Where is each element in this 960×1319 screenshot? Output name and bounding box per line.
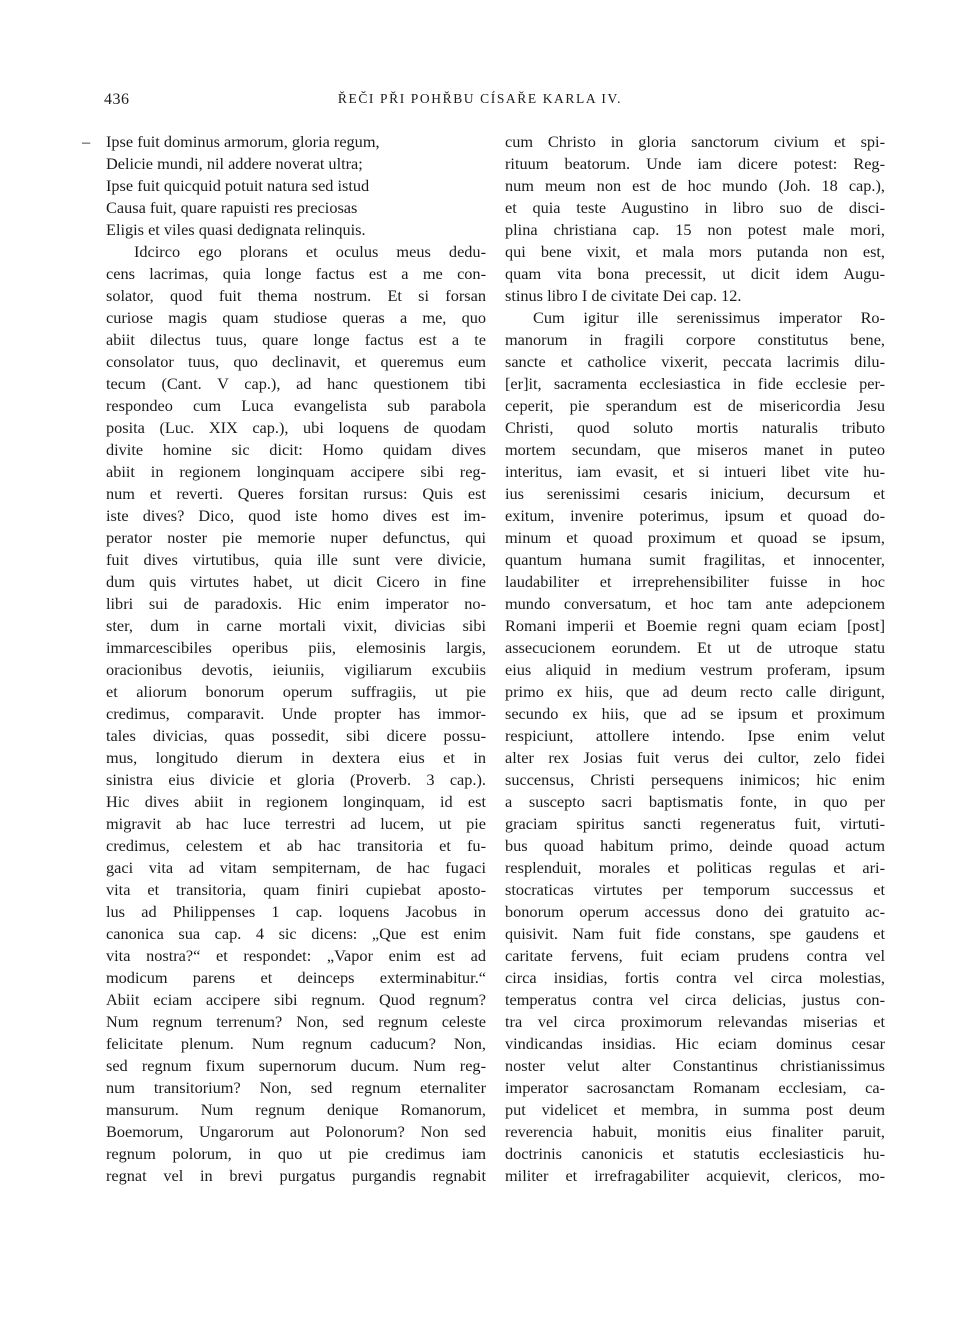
text-line: vindicandas insidias. Hic eciam dominus cesar — [505, 1034, 885, 1053]
text-line: credimus, celestem et ab hac transitoria et fu- — [106, 836, 486, 855]
text-line: Num regnum terrenum? Non, sed regnum celeste — [106, 1012, 486, 1031]
text-line: mortem secundam, que miseros manet in puteo — [505, 440, 885, 459]
text-line: imperator sacrosanctam Romanam ecclesiam, ca- — [505, 1078, 885, 1097]
text-line: felicitate plenum. Num regnum caducum? Non, — [106, 1034, 486, 1053]
text-line: exitum, invenire poterimus, ipsum et quoad do- — [505, 506, 885, 525]
text-line: oracionibus devotis, ieiuniis, vigiliarum excubiis — [106, 660, 486, 679]
text-line: num meum non est de hoc mundo (Joh. 18 cap.), — [505, 176, 885, 195]
text-line: bus quoad habitum primo, deinde quoad actum — [505, 836, 885, 855]
text-line: graciam spiritus sancti regeneratus fuit, virtuti- — [505, 814, 885, 833]
text-line: regnat vel in brevi purgatus purgandis regnabit — [106, 1166, 486, 1185]
text-line: mus, longitudo dierum in dextera eius et in — [106, 748, 486, 767]
text-line: dum quis virtutes habet, ut dicit Cicero in fine — [106, 572, 486, 591]
text-line: lus ad Philippenses 1 cap. loquens Jacobus in — [106, 902, 486, 921]
text-line: vita et transitoria, quam finiri cupiebat aposto- — [106, 880, 486, 899]
text-line: manorum in fragili corpore constitutus bene, — [505, 330, 885, 349]
text-line: consolator tuus, quo declinavit, et queremus eum — [106, 352, 486, 371]
text-line: Christi, quod soluto mortis naturalis tributo — [505, 418, 885, 437]
text-line: cens lacrimas, quia longe factus est a me con- — [106, 264, 486, 283]
text-line: rituum beatorum. Unde iam dicere potest: Reg- — [505, 154, 885, 173]
text-line: militer et irrefragabiliter acquievit, clericos, mo- — [505, 1166, 885, 1185]
text-line: Ipse fuit quicquid potuit natura sed istud — [106, 176, 370, 195]
text-line: gaci vita ad vitam sempiternam, de hac fugaci — [106, 858, 486, 877]
text-line: laudabiliter et irreprehensibiliter fuisse in hoc — [505, 572, 885, 591]
text-line: eius aliquid in medium vestrum proferam, ipsum — [505, 660, 885, 679]
text-line: put videlicet et membra, in summa post deum — [505, 1100, 885, 1119]
text-line: regnum polorum, in quo ut pie credimus iam — [106, 1144, 486, 1163]
text-line: primo ex hiis, que ad deum recto calle dirigunt, — [505, 682, 885, 701]
text-line: resplenduit, morales et politicas regulas et ari- — [505, 858, 885, 877]
text-line: abiit in regionem longinquam accipere sibi reg- — [106, 462, 486, 481]
text-line: num transitorium? Non, sed regnum eternaliter — [106, 1078, 486, 1097]
text-line: Boemorum, Ungarorum aut Polonorum? Non sed — [106, 1122, 486, 1141]
text-line: modicum parens et deinceps exterminabitur.“ — [106, 968, 486, 987]
text-line: interitus, iam evasit, et si intueri libet vite hu- — [505, 462, 885, 481]
running-head: ŘEČI PŘI POHŘBU CÍSAŘE KARLA IV. — [337, 91, 623, 106]
text-line: Romani imperii et Boemie regni quam eciam [post] — [505, 616, 885, 635]
text-line: num et reverti. Queres forsitan rursus: Quis est — [106, 484, 486, 503]
text-line: stinus libro I de civitate Dei cap. 12. — [505, 286, 742, 305]
text-line: secundo ex hiis, que ad se ipsum et proximum — [505, 704, 885, 723]
text-line: et quia teste Augustino in libro suo de disci- — [505, 198, 885, 217]
text-line: canonica sua cap. 4 sic dicens: „Que est enim — [106, 924, 486, 943]
text-line: mundo conversatum, et hoc tam ante adepcionem — [505, 594, 885, 613]
text-line: succensus, Christi persequens inimicos; hic enim — [505, 770, 885, 789]
text-line: iste dives? Dico, quod iste homo dives est im- — [106, 506, 486, 525]
text-line: Ipse fuit dominus armorum, gloria regum, — [106, 132, 380, 151]
text-line: Abiit eciam accipere sibi regnum. Quod regnum? — [106, 990, 486, 1009]
text-line: temperatus contra vel circa delicias, justus con- — [505, 990, 885, 1009]
text-line: posita (Luc. XIX cap.), ubi loquens de quodam — [106, 418, 486, 437]
text-line: Eligis et viles quasi dedignata relinquis. — [106, 220, 366, 239]
text-line: ster, dum in carne mortali vixit, divicias sibi — [106, 616, 486, 635]
text-line: migravit ab hac luce terrestri ad lucem, ut pie — [106, 814, 486, 833]
text-line: ius serenissimi cesaris inicium, decursum et — [505, 484, 885, 503]
text-line: immarcescibiles operibus piis, elemosinis largis, — [106, 638, 486, 657]
text-line: curiose magis quam studiose queras a me, quo — [106, 308, 486, 327]
text-line: sancte et catholice vixerit, peccata lacrimis dilu- — [505, 352, 885, 371]
text-line: respondeo cum Luca evangelista sub parabola — [106, 396, 486, 415]
text-line: mansurum. Num regnum denique Romanorum, — [106, 1100, 486, 1119]
text-line: abiit dilectus tuus, quare longe factus est a te — [106, 330, 486, 349]
text-line: doctrinis canonicis et statutis ecclesiasticis hu- — [505, 1144, 885, 1163]
margin-dash: – — [82, 132, 91, 151]
text-line: quantum humana sumit fragilitas, et innocenter, — [505, 550, 885, 569]
text-line: fuit dives virtutibus, quia ille sunt vere divicie, — [106, 550, 486, 569]
text-line: alter rex Josias fuit verus dei cultor, zelo fidei — [505, 748, 885, 767]
text-line: vita nostra?“ et respondet: „Vapor enim est ad — [106, 946, 486, 965]
text-line: et aliorum bonorum operum suffragiis, ut pie — [106, 682, 486, 701]
text-line: [er]it, sacramenta ecclesiastica in fide ecclesie per- — [505, 374, 885, 393]
text-line: circa insidias, fortis contra vel circa molestias, — [505, 968, 885, 987]
page-number: 436 — [104, 91, 130, 108]
text-line: noster velut alter Constantinus christianissimus — [505, 1056, 885, 1075]
text-line: quisivit. Nam fuit fide constans, spe gaudens et — [505, 924, 885, 943]
text-line: reverencia habuit, monitis eius finaliter paruit, — [505, 1122, 885, 1141]
text-line: divite homine sic dicit: Homo quidam dives — [106, 440, 486, 459]
text-line: tra vel circa proximorum relevandas miserias et — [505, 1012, 885, 1031]
text-line: plina christiana cap. 15 non potest male mori, — [505, 220, 885, 239]
text-line: minum et quoad proximum et quoad se ipsum, — [505, 528, 885, 547]
text-line: respiciunt, attollere intendo. Ipse enim velut — [505, 726, 885, 745]
text-line: quam vita bona precessit, ut dicit idem Augu- — [505, 264, 885, 283]
left-column — [106, 131, 486, 1187]
text-line: tecum (Cant. V cap.), ad hanc questionem tibi — [106, 374, 486, 393]
text-line: Causa fuit, quare rapuisti res preciosas — [106, 198, 358, 217]
right-column — [505, 131, 885, 1187]
text-line: libri sui de paradoxis. Hic enim imperator no- — [106, 594, 486, 613]
text-line: sinistra eius divicie et gloria (Proverb. 3 cap.). — [106, 770, 486, 789]
text-line: caritate fervens, fuit eciam prudens contra vel — [505, 946, 885, 965]
text-line: bonorum operum accessus dono dei gratuito ac- — [505, 902, 885, 921]
text-line: Cum igitur ille serenissimus imperator Ro- — [533, 308, 885, 327]
text-line: perator noster pie memorie nuper defunctus, qui — [106, 528, 486, 547]
text-line: cum Christo in gloria sanctorum civium et spi- — [505, 132, 885, 151]
text-line: tales divicias, quas possedit, sibi dicere possu- — [106, 726, 486, 745]
text-line: sed regnum fixum supernorum ducum. Num reg- — [106, 1056, 486, 1075]
text-line: stocraticas virtutes per temporum successus et — [505, 880, 885, 899]
text-line: Delicie mundi, nil addere noverat ultra; — [106, 154, 363, 173]
text-line: Idcirco ego plorans et oculus meus dedu- — [134, 242, 486, 261]
text-line: ceperit, pie sperandum est de misericordia Jesu — [505, 396, 885, 415]
text-line: assecucionem eorundem. Et ut de utroque statu — [505, 638, 885, 657]
text-line: solator, quod fuit thema nostrum. Et si forsan — [106, 286, 486, 305]
text-line: credimus, comparavit. Unde propter has immor- — [106, 704, 486, 723]
text-line: a suscepto sacri baptismatis fonte, in quo per — [505, 792, 885, 811]
text-line: qui bene vixit, et mala mors putanda non est, — [505, 242, 885, 261]
text-line: Hic dives abiit in regionem longinquam, id est — [106, 792, 486, 811]
